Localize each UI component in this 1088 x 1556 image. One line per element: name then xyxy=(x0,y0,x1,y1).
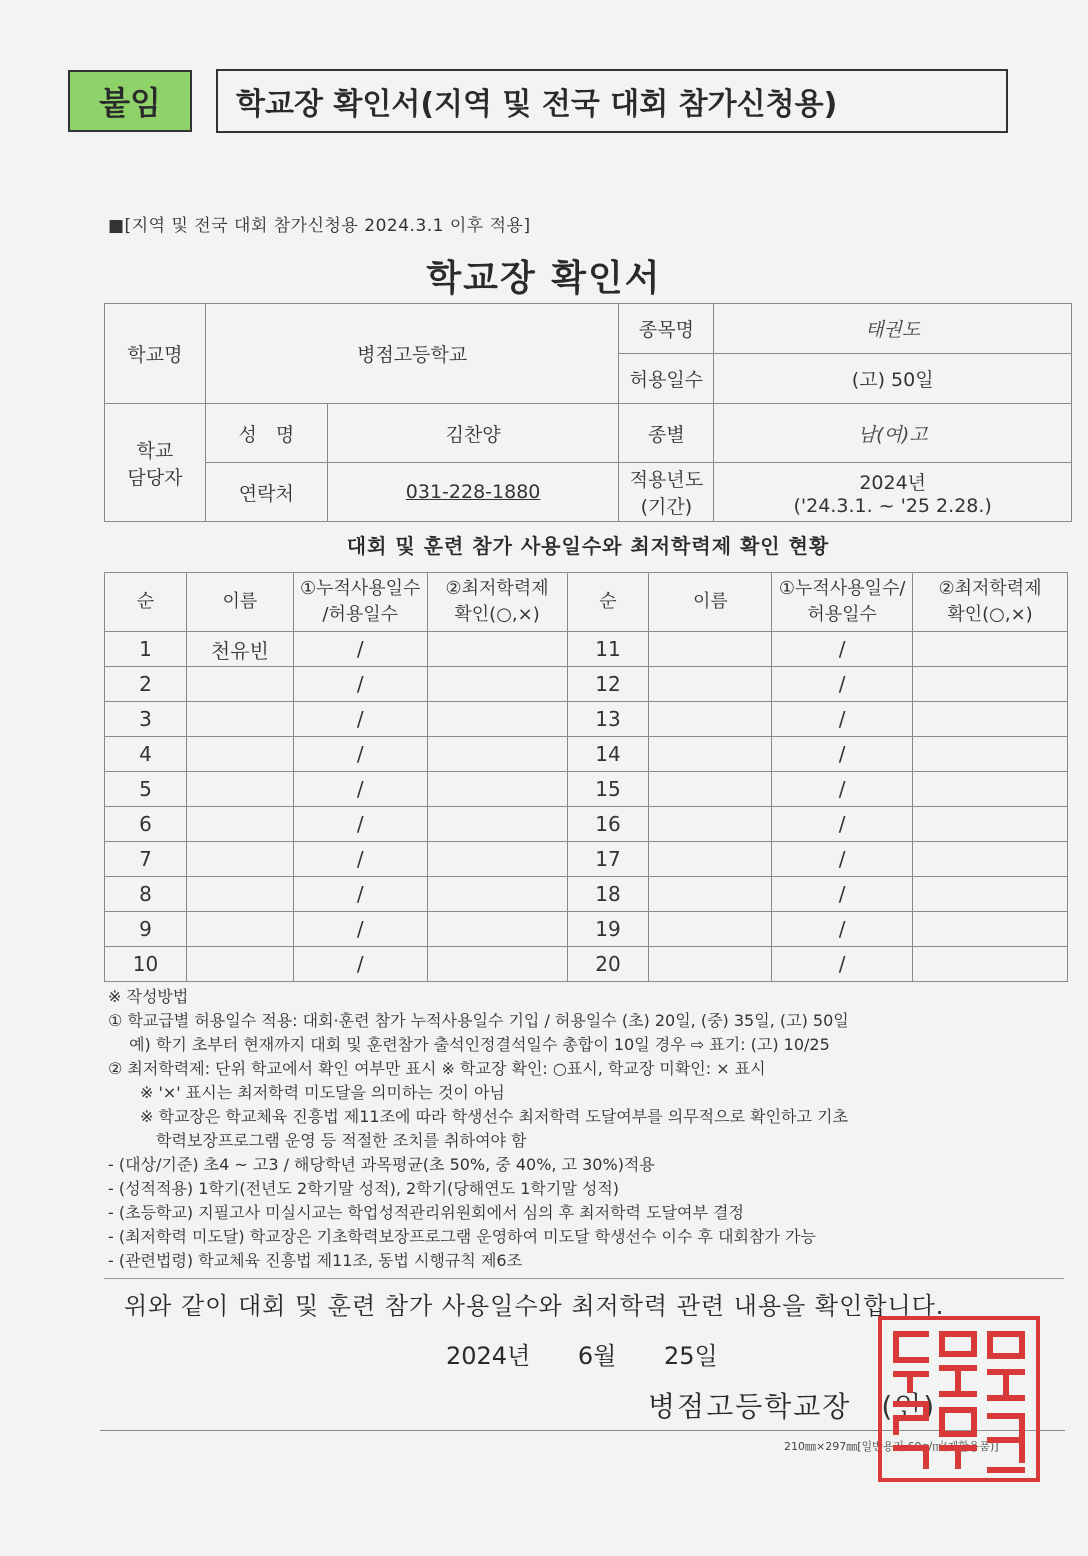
row-name-right xyxy=(649,667,772,702)
row-min-right xyxy=(913,702,1068,737)
col-header-min-right-l1: ②최저학력제 xyxy=(938,578,1042,599)
row-min-left xyxy=(427,702,567,737)
instruction-line: ② 최저학력제: 단위 학교에서 확인 여부만 표시 ※ 학교장 확인: ○표시, 학교장 미확인: × 표시 xyxy=(108,1059,766,1078)
paper-spec: 210㎜×297㎜[일반용지 60g/㎡(재활용품)] xyxy=(784,1440,999,1453)
row-min-left xyxy=(427,842,567,877)
row-days-right: / xyxy=(772,702,913,737)
row-no-left: 10 xyxy=(105,947,187,982)
row-no-left: 9 xyxy=(105,912,187,947)
row-min-left xyxy=(427,877,567,912)
row-name-left xyxy=(186,912,293,947)
participation-rows xyxy=(105,632,1068,982)
table-row xyxy=(105,632,1068,667)
col-header-days-right xyxy=(772,573,913,632)
instruction-line: ※ '×' 표시는 최저학력 미도달을 의미하는 것이 아님 xyxy=(108,1083,505,1102)
allowed-days-value: (고) 50일 xyxy=(714,354,1072,404)
row-name-left xyxy=(186,807,293,842)
table-row xyxy=(105,877,1068,912)
row-name-left xyxy=(186,842,293,877)
row-days-right: / xyxy=(772,912,913,947)
row-min-left xyxy=(427,737,567,772)
row-no-right: 15 xyxy=(567,772,649,807)
event-label: 종목명 xyxy=(619,304,714,354)
row-min-left xyxy=(427,632,567,667)
issue-day: 25일 xyxy=(664,1342,718,1370)
row-days-left: / xyxy=(293,877,427,912)
col-header-min-right xyxy=(913,573,1068,632)
row-days-left: / xyxy=(293,667,427,702)
col-header-min-left-l1: ②최저학력제 xyxy=(445,578,549,599)
instruction-line: ※ 학교장은 학교체육 진흥법 제11조에 따라 학생선수 최저학력 도달여부를 의무적으로 확인하고 기초 xyxy=(108,1107,848,1126)
header-title: 학교장 확인서(지역 및 전국 대회 참가신청용) xyxy=(216,69,1008,133)
seal-graphic xyxy=(882,1320,1036,1478)
instruction-line: ① 학교급별 허용일수 적용: 대회·훈련 참가 누적사용일수 기입 / 허용일수 (초) 20일, (중) 35일, (고) 50일 xyxy=(108,1011,849,1030)
school-info-table xyxy=(104,303,1072,522)
row-no-right: 12 xyxy=(567,667,649,702)
row-name-left xyxy=(186,877,293,912)
period-label xyxy=(619,463,714,522)
contact-number: 031-228-1880 xyxy=(405,481,541,503)
col-header-days-left-l2: /허용일수 xyxy=(322,604,399,625)
row-no-right: 18 xyxy=(567,877,649,912)
row-no-left: 3 xyxy=(105,702,187,737)
col-header-days-right-l2: 허용일수 xyxy=(807,604,877,625)
row-no-left: 1 xyxy=(105,632,187,667)
row-min-left xyxy=(427,667,567,702)
instructions-title: ※ 작성방법 xyxy=(108,987,189,1006)
col-header-name-left: 이름 xyxy=(186,573,293,632)
row-days-right: / xyxy=(772,737,913,772)
divider xyxy=(104,1278,1064,1279)
row-no-right: 20 xyxy=(567,947,649,982)
row-min-right xyxy=(913,807,1068,842)
gender-value: 남(여)고 xyxy=(714,404,1072,463)
name-label: 성 명 xyxy=(205,404,327,463)
period-year: 2024년 xyxy=(859,471,927,494)
document-title: 학교장 확인서 xyxy=(426,258,662,299)
row-min-right xyxy=(913,947,1068,982)
instruction-line: - (초등학교) 지필고사 미실시교는 학업성적관리위원회에서 심의 후 최저학력 도달여부 결정 xyxy=(108,1203,744,1222)
row-days-right: / xyxy=(772,632,913,667)
row-days-right: / xyxy=(772,877,913,912)
row-name-right xyxy=(649,807,772,842)
row-days-left: / xyxy=(293,632,427,667)
row-name-left xyxy=(186,702,293,737)
row-no-right: 14 xyxy=(567,737,649,772)
period-range: ('24.3.1. ~ '25 2.28.) xyxy=(793,494,992,517)
col-header-days-right-l1: ①누적사용일수/ xyxy=(778,578,906,599)
table-row xyxy=(105,772,1068,807)
section-title: 대회 및 훈련 참가 사용일수와 최저학력제 확인 현황 xyxy=(346,534,830,558)
table-row xyxy=(105,807,1068,842)
table-row xyxy=(105,737,1068,772)
row-no-right: 13 xyxy=(567,702,649,737)
table-row xyxy=(105,667,1068,702)
allowed-days-label: 허용일수 xyxy=(619,354,714,404)
school-seal-stamp xyxy=(878,1316,1040,1482)
row-no-right: 17 xyxy=(567,842,649,877)
row-name-left xyxy=(186,947,293,982)
row-no-right: 19 xyxy=(567,912,649,947)
row-min-right xyxy=(913,877,1068,912)
row-min-right xyxy=(913,632,1068,667)
col-header-min-left-l2: 확인(○,×) xyxy=(454,604,540,625)
applicability-note: ■[지역 및 전국 대회 참가신청용 2024.3.1 이후 적용] xyxy=(108,216,531,236)
participation-table xyxy=(104,572,1068,982)
row-min-right xyxy=(913,667,1068,702)
row-min-right xyxy=(913,912,1068,947)
issue-month: 6월 xyxy=(577,1342,617,1370)
instruction-line: 학력보장프로그램 운영 등 적절한 조치를 취하여야 함 xyxy=(108,1131,527,1150)
row-no-left: 2 xyxy=(105,667,187,702)
col-header-days-left xyxy=(293,573,427,632)
row-name-left xyxy=(186,737,293,772)
table-row xyxy=(105,842,1068,877)
instruction-line: - (성적적용) 1학기(전년도 2학기말 성적), 2학기(당해연도 1학기말 성적) xyxy=(108,1179,620,1198)
row-name-right xyxy=(649,877,772,912)
row-days-left: / xyxy=(293,737,427,772)
row-name-left xyxy=(186,772,293,807)
instruction-line: 예) 학기 초부터 현재까지 대회 및 훈련참가 출석인정결석일수 총합이 10일 경우 ⇨ 표기: (고) 10/25 xyxy=(108,1035,830,1054)
row-days-left: / xyxy=(293,912,427,947)
period-value xyxy=(714,463,1072,522)
row-no-left: 6 xyxy=(105,807,187,842)
row-no-right: 16 xyxy=(567,807,649,842)
instruction-line: - (최저학력 미도달) 학교장은 기초학력보장프로그램 운영하여 미도달 학생선수 이수 후 대회참가 가능 xyxy=(108,1227,816,1246)
instruction-line: - (관련법령) 학교체육 진흥법 제11조, 동법 시행규칙 제6조 xyxy=(108,1251,523,1270)
row-days-left: / xyxy=(293,947,427,982)
period-label-line1: 적용년도 xyxy=(629,469,704,491)
row-days-right: / xyxy=(772,807,913,842)
gender-label: 종별 xyxy=(619,404,714,463)
name-value: 김찬양 xyxy=(327,404,619,463)
row-no-right: 11 xyxy=(567,632,649,667)
confirmation-statement: 위와 같이 대회 및 훈련 참가 사용일수와 최저학력 관련 내용을 확인합니다. xyxy=(124,1292,945,1320)
row-min-left xyxy=(427,947,567,982)
instruction-line: - (대상/기준) 초4 ~ 고3 / 해당학년 과목평균(초 50%, 중 40%, 고 30%)적용 xyxy=(108,1155,655,1174)
col-header-name-right: 이름 xyxy=(649,573,772,632)
attachment-tag: 붙임 xyxy=(68,70,192,132)
manager-label-line2: 담당자 xyxy=(127,466,183,489)
row-name-right xyxy=(649,912,772,947)
row-no-left: 5 xyxy=(105,772,187,807)
col-header-no-left: 순 xyxy=(105,573,187,632)
row-min-left xyxy=(427,912,567,947)
issue-year: 2024년 xyxy=(446,1342,531,1370)
row-min-right xyxy=(913,737,1068,772)
contact-label: 연락처 xyxy=(205,463,327,522)
table-row xyxy=(105,912,1068,947)
table-row xyxy=(105,702,1068,737)
table-row xyxy=(105,947,1068,982)
col-header-min-left xyxy=(427,573,567,632)
row-name-right xyxy=(649,842,772,877)
row-name-right xyxy=(649,772,772,807)
col-header-no-right: 순 xyxy=(567,573,649,632)
row-name-right xyxy=(649,947,772,982)
row-name-left: 천유빈 xyxy=(186,632,293,667)
manager-label xyxy=(105,404,206,522)
principal-signature-line: 병점고등학교장 (인) xyxy=(648,1390,937,1423)
row-name-right xyxy=(649,632,772,667)
contact-value xyxy=(327,463,619,522)
period-label-line2: (기간) xyxy=(640,496,693,518)
row-min-right xyxy=(913,772,1068,807)
row-min-left xyxy=(427,772,567,807)
school-value: 병점고등학교 xyxy=(205,304,619,404)
row-days-left: / xyxy=(293,807,427,842)
row-days-left: / xyxy=(293,772,427,807)
row-days-right: / xyxy=(772,947,913,982)
row-min-right xyxy=(913,842,1068,877)
col-header-days-left-l1: ①누적사용일수 xyxy=(299,578,421,599)
school-label: 학교명 xyxy=(105,304,206,404)
issue-date xyxy=(446,1336,758,1371)
row-name-right xyxy=(649,737,772,772)
row-days-right: / xyxy=(772,842,913,877)
row-name-left xyxy=(186,667,293,702)
col-header-min-right-l2: 확인(○,×) xyxy=(947,604,1033,625)
event-value: 태권도 xyxy=(714,304,1072,354)
row-days-left: / xyxy=(293,842,427,877)
row-days-right: / xyxy=(772,772,913,807)
manager-label-line1: 학교 xyxy=(136,439,174,462)
row-no-left: 7 xyxy=(105,842,187,877)
row-days-left: / xyxy=(293,702,427,737)
row-name-right xyxy=(649,702,772,737)
row-no-left: 8 xyxy=(105,877,187,912)
row-min-left xyxy=(427,807,567,842)
row-days-right: / xyxy=(772,667,913,702)
row-no-left: 4 xyxy=(105,737,187,772)
instructions xyxy=(108,985,1068,1273)
